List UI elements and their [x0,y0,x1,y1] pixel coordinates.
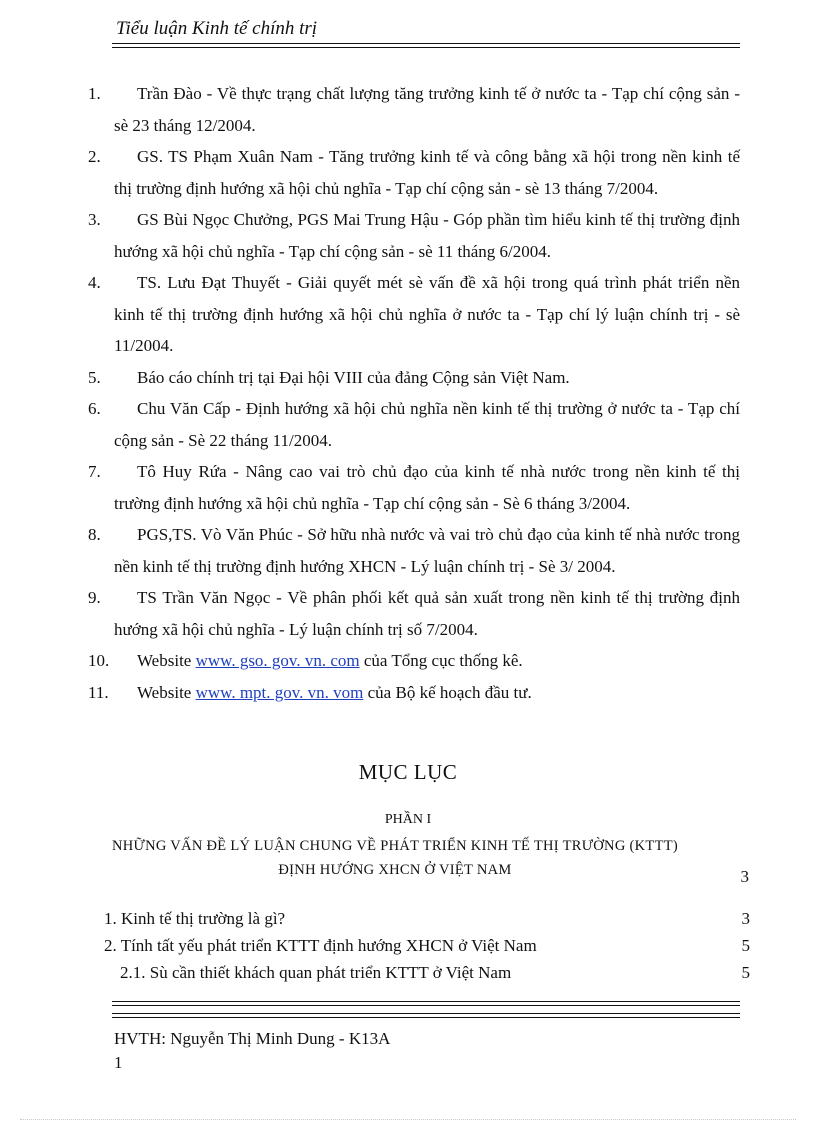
reference-item [88,204,740,267]
reference-item [88,267,740,362]
page-number: 1 [114,1053,123,1072]
toc-entry[interactable] [104,936,750,962]
footer-rule [112,1013,740,1018]
part-title: NHỮNG VẤN ĐỀ LÝ LUẬN CHUNG VỀ PHÁT TRIỂN KINH TẾ THỊ TRƯỜNG (KTTT) ĐỊNH HƯỚNG XHCN Ở VIỆT NAM [112,838,679,878]
reference-number: 2. [88,147,101,166]
reference-text: TS. Lưu Đạt Thuyết - Giải quyết mét sè vấn đề xã hội trong quá trình phát triển nền kinh tế thị trường định hướng xã hội chủ nghĩa ở nước ta - Tạp chí lý luận chính trị - sè 11/2004. [114,273,740,355]
toc-subentry[interactable] [104,963,750,989]
footer-author: HVTH: Nguyễn Thị Minh Dung - K13A [114,1029,391,1048]
reference-list [88,78,740,708]
reference-text: Trần Đào - Về thực trạng chất lượng tăng trưởng kinh tế ở nước ta - Tạp chí cộng sản - sè 23 tháng 12/2004. [114,84,740,135]
reference-number: 5. [88,367,101,387]
website-link[interactable]: www. mpt. gov. vn. vom [195,682,364,702]
footer-rule [112,1001,740,1006]
reference-text [88,645,740,677]
reference-number: 1. [88,84,101,103]
reference-item [88,456,740,519]
reference-item [88,362,740,394]
reference-number: 10. [88,651,110,670]
reference-text: TS Trần Văn Ngọc - Về phân phối kết quả sản xuất trong nền kinh tế thị trường định hướng xã hội chủ nghĩa - Lý luận chính trị số 7/2004. [114,588,740,639]
website-suffix: của Bộ kế hoạch đầu tư. [363,682,532,702]
reference-text [88,677,740,709]
page-bottom-border [20,1119,796,1120]
reference-text: PGS,TS. Vò Văn Phúc - Sở hữu nhà nước và vai trò chủ đạo của kinh tế nhà nước trong nền kinh tế thị trường định hướng XHCN - Lý luận chính trị - Sè 3/ 2004. [114,525,740,576]
reference-item [88,393,740,456]
toc-entry-page: 5 [741,963,750,982]
reference-item [88,78,740,141]
reference-number: 4. [88,273,101,292]
reference-text: GS. TS Phạm Xuân Nam - Tăng trưởng kinh tế và công bằng xã hội trong nền kinh tế thị trường định hướng xã hội chủ nghĩa - Tạp chí cộng sản - sè 13 tháng 7/2004. [114,147,740,198]
part-page-number: 3 [740,867,749,886]
reference-item [88,519,740,582]
header-rule [112,43,740,48]
toc-entry[interactable] [104,909,750,935]
reference-text: Chu Văn Cấp - Định hướng xã hội chủ nghĩa nền kinh tế thị trường ở nước ta - Tạp chí cộng sản - Sè 22 tháng 11/2004. [114,399,740,450]
toc-entry-page: 3 [741,909,750,928]
reference-text: Báo cáo chính trị tại Đại hội VIII của đảng Cộng sản Việt Nam. [137,367,570,387]
toc-heading: MỤC LỤC [358,760,458,784]
reference-number: 11. [88,682,109,702]
reference-number: 7. [88,462,101,481]
website-link[interactable]: www. gso. gov. vn. com [195,651,360,670]
reference-number: 8. [88,525,101,544]
part-label: PHẦN I [384,812,432,827]
running-header: Tiểu luận Kinh tế chính trị [116,18,318,39]
reference-text: Tô Huy Rứa - Nâng cao vai trò chủ đạo của kinh tế nhà nước trong nền kinh tế thị trường định hướng xã hội chủ nghĩa - Tạp chí cộng sản - Sè 6 tháng 3/2004. [114,462,740,513]
reference-number: 3. [88,210,101,229]
website-prefix: Website [137,682,196,702]
toc-entry-title: 2.1. Sù cần thiết khách quan phát triển KTTT ở Việt Nam [120,963,512,982]
toc-entry-title: 1. Kinh tế thị trường là gì? [104,909,286,928]
reference-number: 6. [88,399,101,418]
toc-entry-title: 2. Tính tất yếu phát triển KTTT định hướng XHCN ở Việt Nam [104,936,537,955]
website-prefix: Website [137,651,196,670]
reference-item-web [88,677,740,709]
website-suffix: của Tổng cục thống kê. [359,651,523,670]
reference-text: GS Bùi Ngọc Chưởng, PGS Mai Trung Hậu - Góp phần tìm hiểu kinh tế thị trường định hướng xã hội chủ nghĩa - Tạp chí cộng sản - sè 11 tháng 6/2004. [114,210,740,261]
reference-item [88,582,740,645]
reference-number: 9. [88,588,101,607]
reference-item-web [88,645,740,677]
reference-item [88,141,740,204]
toc-entry-page: 5 [741,936,750,955]
